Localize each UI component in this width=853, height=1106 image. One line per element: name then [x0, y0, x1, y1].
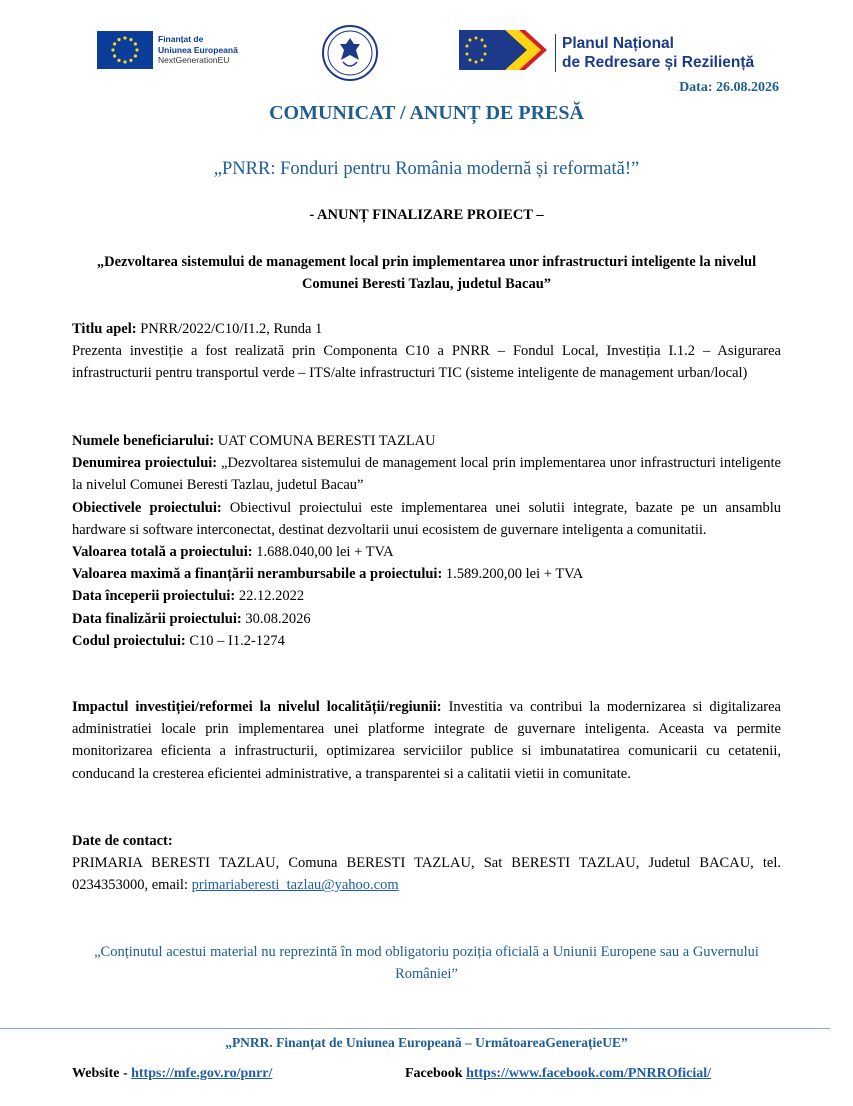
call-description: Prezenta investiție a fost realizată prin Componenta C10 a PNRR – Fondul Local, Investiția I.1.2 – Asigurarea infrastructurii pentru transportul verde – ITS/alte infrastructuri TIC (sisteme inteligente de management urban/local) — [72, 343, 781, 382]
eu-star-icon — [134, 54, 137, 57]
eu-star-icon — [111, 48, 114, 51]
eu-star-icon — [135, 48, 138, 51]
eu-star-icon — [129, 38, 132, 41]
project-title: „Dezvoltarea sistemului de management local prin implementarea unor infrastructuri inteligente la nivelul Comunei Beresti Tazlau, judetul Bacau” — [96, 254, 757, 292]
start-date-line — [72, 585, 781, 607]
eu-star-icon — [113, 54, 116, 57]
footer-slogan: „PNRR. Finanțat de Uniunea Europeană – UrmătoareaGenerațieUE” — [225, 1035, 628, 1050]
footer-links — [72, 1066, 781, 1082]
project-code-label: Codul proiectului: — [72, 632, 186, 649]
eu-logo-line3: NextGenerationEU — [158, 55, 230, 66]
total-value-line — [72, 541, 781, 563]
objectives-label: Obiectivele proiectului: — [72, 499, 222, 516]
eu-logo-text — [158, 34, 238, 66]
pnrr-logo-text — [555, 34, 754, 72]
contact-text: PRIMARIA BERESTI TAZLAU, Comuna BERESTI TAZLAU, Sat BERESTI TAZLAU, Judetul BACAU, tel. 0234353000, email: — [72, 855, 781, 894]
project-code-line — [72, 630, 781, 652]
call-section — [72, 318, 781, 385]
eu-star-icon — [123, 36, 126, 39]
website-label: Website - — [72, 1066, 132, 1081]
contact-label: Date de contact: — [72, 833, 173, 849]
max-funding-value: 1.589.200,00 lei + TVA — [442, 566, 584, 583]
beneficiary-label: Numele beneficiarului: — [72, 433, 215, 449]
start-date-value: 22.12.2022 — [235, 588, 305, 605]
call-line — [72, 318, 781, 340]
footer-divider — [0, 1028, 830, 1029]
facebook-label: Facebook — [405, 1066, 467, 1081]
facebook-group — [405, 1066, 711, 1082]
total-value: 1.688.040,00 lei + TVA — [252, 544, 394, 561]
eu-star-icon — [117, 59, 120, 62]
press-release-date: Data: 26.08.2026 — [679, 80, 779, 95]
project-name-label: Denumirea proiectului: — [72, 455, 218, 472]
impact-value: Investitia va contribui la modernizarea si digitalizarea administratiei locale prin implementarea unei platforme integrate de guvernare inteligenta. Aceasta va permite monitorizarea eficienta a infrastructurii, optimizarea serviciilor publice si imbunatatirea comunicarii cu cetatenii, conducand la cresterea eficientei administrative, a transparentei si a calitatii vietii in comunitate. — [72, 699, 781, 782]
beneficiary-value: UAT COMUNA BERESTI TAZLAU — [214, 433, 436, 449]
end-date-value: 30.08.2026 — [241, 610, 311, 627]
start-date-label: Data începerii proiectului: — [72, 588, 236, 605]
max-funding-line — [72, 563, 781, 585]
page-title: COMUNICAT / ANUNȚ DE PRESĂ — [269, 102, 584, 124]
eu-funding-logo — [97, 31, 238, 69]
contact-email-link[interactable]: primariaberesti_tazlau@yahoo.com — [191, 877, 399, 894]
objectives-value: Obiectivul proiectului este implementarea unei solutii integrate, bazate pe un ansamblu hardware si software interconectat, destinat dezvoltarii unui ecosistem de guvernare inteligenta a comunitatii. — [72, 499, 781, 538]
website-link[interactable]: https://mfe.gov.ro/pnrr/ — [131, 1066, 273, 1081]
eu-logo-line2: Uniunea Europeană — [158, 44, 238, 55]
beneficiary-line — [72, 430, 781, 452]
pnrr-logo — [459, 26, 754, 79]
project-name-value: „Dezvoltarea sistemului de management local prin implementarea unor infrastructuri inteligente la nivelul Comunei Beresti Tazlau, judetul Bacau” — [72, 455, 781, 494]
pnrr-flag-icon — [459, 26, 547, 79]
announcement-subtitle: - ANUNȚ FINALIZARE PROIECT – — [309, 207, 544, 223]
pnrr-logo-line1: Planul Național — [562, 34, 674, 52]
contact-section — [72, 830, 781, 897]
eu-star-icon — [113, 42, 116, 45]
facebook-link[interactable]: https://www.facebook.com/PNRROficial/ — [466, 1066, 712, 1081]
header-logos — [0, 24, 853, 80]
eu-star-icon — [117, 38, 120, 41]
romanian-government-seal-icon — [321, 24, 379, 82]
eu-disclaimer: „Conținutul acestui material nu reprezintă în mod obligatoriu poziția oficială a Uniunii Europene sau a Guvernului României” — [94, 944, 759, 982]
eu-star-icon — [129, 59, 132, 62]
eu-logo-line1: Finanțat de — [158, 34, 204, 45]
eu-star-icon — [123, 60, 126, 63]
eu-flag-icon — [97, 31, 153, 69]
total-value-label: Valoarea totală a proiectului: — [72, 544, 253, 561]
end-date-line — [72, 608, 781, 630]
call-label: Titlu apel: — [72, 321, 137, 337]
pnrr-slogan: „PNRR: Fonduri pentru România modernă și reformată!” — [213, 159, 640, 179]
end-date-label: Data finalizării proiectului: — [72, 610, 242, 627]
eu-star-icon — [134, 42, 137, 45]
impact-section — [72, 696, 781, 785]
project-code-value: C10 – I1.2-1274 — [185, 632, 285, 649]
project-details — [72, 430, 781, 652]
objectives-line — [72, 497, 781, 541]
pnrr-logo-line2: de Redresare și Reziliență — [562, 53, 755, 71]
call-value: PNRR/2022/C10/I1.2, Runda 1 — [136, 321, 323, 337]
impact-label: Impactul investiției/reformei la nivelul localității/regiunii: — [72, 699, 442, 715]
project-name-line — [72, 452, 781, 496]
max-funding-label: Valoarea maximă a finanțării nerambursabile a proiectului: — [72, 566, 443, 583]
contact-details — [72, 852, 781, 896]
